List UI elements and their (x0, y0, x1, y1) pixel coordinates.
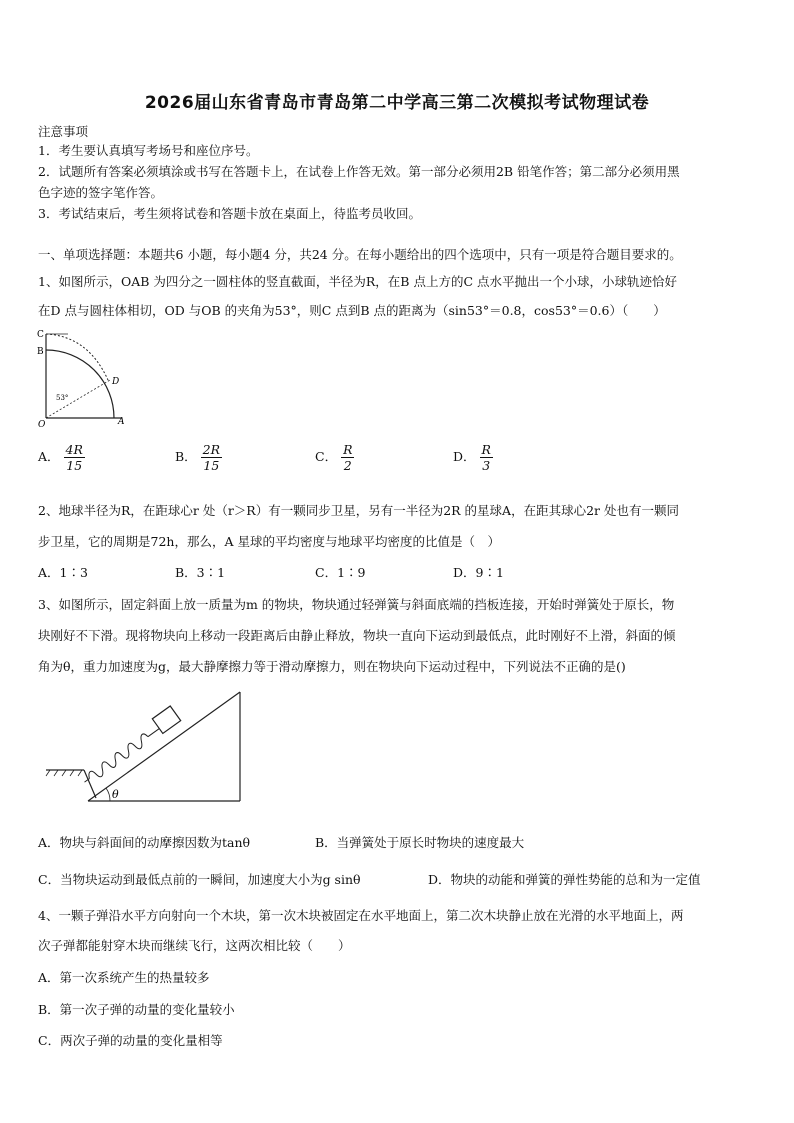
q3-stem-line2: 块刚好不下滑。现将物块向上移动一段距离后由静止释放，物块一直向下运动到最低点，此时刚好不上滑，斜面的倾 (38, 628, 676, 643)
q1-option-a-den: 15 (66, 458, 83, 473)
q2-option-a[interactable]: A．1∶3 (38, 565, 88, 580)
q2-stem-line1: 2、地球半径为R，在距球心r 处（r＞R）有一颗同步卫星，另有一半径为2R 的星球A，在距其球心2r 处也有一颗同 (38, 503, 679, 518)
q1-option-d-label: D． (453, 449, 476, 464)
q2-option-c[interactable]: C．1∶9 (315, 565, 366, 580)
q1-label-c: C (37, 330, 44, 340)
notice-heading: 注意事项 (38, 124, 89, 139)
q4-option-b[interactable]: B．第一次子弹的动量的变化量较小 (38, 1002, 235, 1017)
q1-label-b: B (37, 347, 44, 357)
notice-item-1: 1．考生要认真填写考场号和座位序号。 (38, 143, 259, 158)
q3-option-a[interactable]: A．物块与斜面间的动摩擦因数为tanθ (38, 835, 251, 850)
notice-item-2: 2．试题所有答案必须填涂或书写在答题卡上，在试卷上作答无效。第一部分必须用2B 铅笔作答；第二部分必须用黑 (38, 164, 680, 179)
q1-figure (36, 326, 136, 432)
q3-option-b[interactable]: B．当弹簧处于原长时物块的速度最大 (315, 835, 525, 850)
notice-item-2-cont: 色字迹的签字笔作答。 (38, 185, 164, 200)
section-heading: 一、单项选择题：本题共6 小题，每小题4 分，共24 分。在每小题给出的四个选项中，只有一项是符合题目要求的。 (38, 247, 682, 262)
q1-label-o: O (38, 420, 46, 430)
page-title: 2026届山东省青岛市青岛第二中学高三第二次模拟考试物理试卷 (144, 93, 650, 113)
q1-label-angle: 53° (56, 394, 69, 402)
q3-option-d[interactable]: D．物块的动能和弹簧的弹性势能的总和为一定值 (428, 872, 701, 887)
q1-label-d: D (112, 377, 120, 387)
q3-option-c[interactable]: C．当物块运动到最低点前的一瞬间，加速度大小为g sinθ (38, 872, 361, 887)
q1-option-c-num: R (343, 442, 353, 457)
q3-stem-line1: 3、如图所示，固定斜面上放一质量为m 的物块，物块通过轻弹簧与斜面底端的挡板连接，开始时弹簧处于原长，物 (38, 597, 675, 612)
q1-label-a: A (118, 417, 125, 427)
q1-option-a-label: A． (38, 449, 60, 464)
q1-option-b[interactable] (175, 442, 222, 473)
q1-stem-line1: 1、如图所示，OAB 为四分之一圆柱体的竖直截面，半径为R，在B 点上方的C 点水平抛出一个小球，小球轨迹恰好 (38, 274, 677, 289)
q2-stem-line2: 步卫星，它的周期是72h，那么，A 星球的平均密度与地球平均密度的比值是（ ） (38, 534, 500, 549)
q3-figure (40, 688, 250, 808)
q1-stem-line2: 在D 点与圆柱体相切，OD 与OB 的夹角为53°，则C 点到B 点的距离为（sin53°＝0.8，cos53°＝0.6）（ ） (38, 303, 666, 318)
q1-option-d-num: R (481, 442, 491, 457)
q1-option-b-den: 15 (203, 458, 220, 473)
q2-option-d[interactable]: D．9∶1 (453, 565, 504, 580)
notice-item-3: 3．考试结束后，考生须将试卷和答题卡放在桌面上，待监考员收回。 (38, 206, 421, 221)
q3-stem-line3: 角为θ，重力加速度为g，最大静摩擦力等于滑动摩擦力，则在物块向下运动过程中，下列说法不正确的是() (38, 659, 626, 674)
q4-stem-line2: 次子弹都能射穿木块而继续飞行，这两次相比较（ ） (38, 938, 351, 953)
q1-option-b-label: B． (175, 449, 197, 464)
q4-option-c[interactable]: C．两次子弹的动量的变化量相等 (38, 1033, 223, 1048)
q1-option-c[interactable] (315, 442, 354, 473)
q1-option-b-num: 2R (202, 442, 221, 457)
q4-stem-line1: 4、一颗子弹沿水平方向射向一个木块，第一次木块被固定在水平地面上，第二次木块静止放在光滑的水平地面上，两 (38, 908, 684, 923)
q1-option-c-label: C． (315, 449, 338, 464)
q3-label-theta: θ (112, 788, 119, 801)
q1-option-a-num: 4R (65, 442, 83, 457)
q1-option-d[interactable] (453, 442, 493, 473)
q1-option-d-den: 3 (482, 458, 491, 473)
q2-option-b[interactable]: B．3∶1 (175, 565, 226, 580)
q1-option-c-den: 2 (343, 458, 352, 473)
q1-option-a[interactable] (38, 442, 85, 473)
q4-option-a[interactable]: A．第一次系统产生的热量较多 (38, 970, 210, 985)
